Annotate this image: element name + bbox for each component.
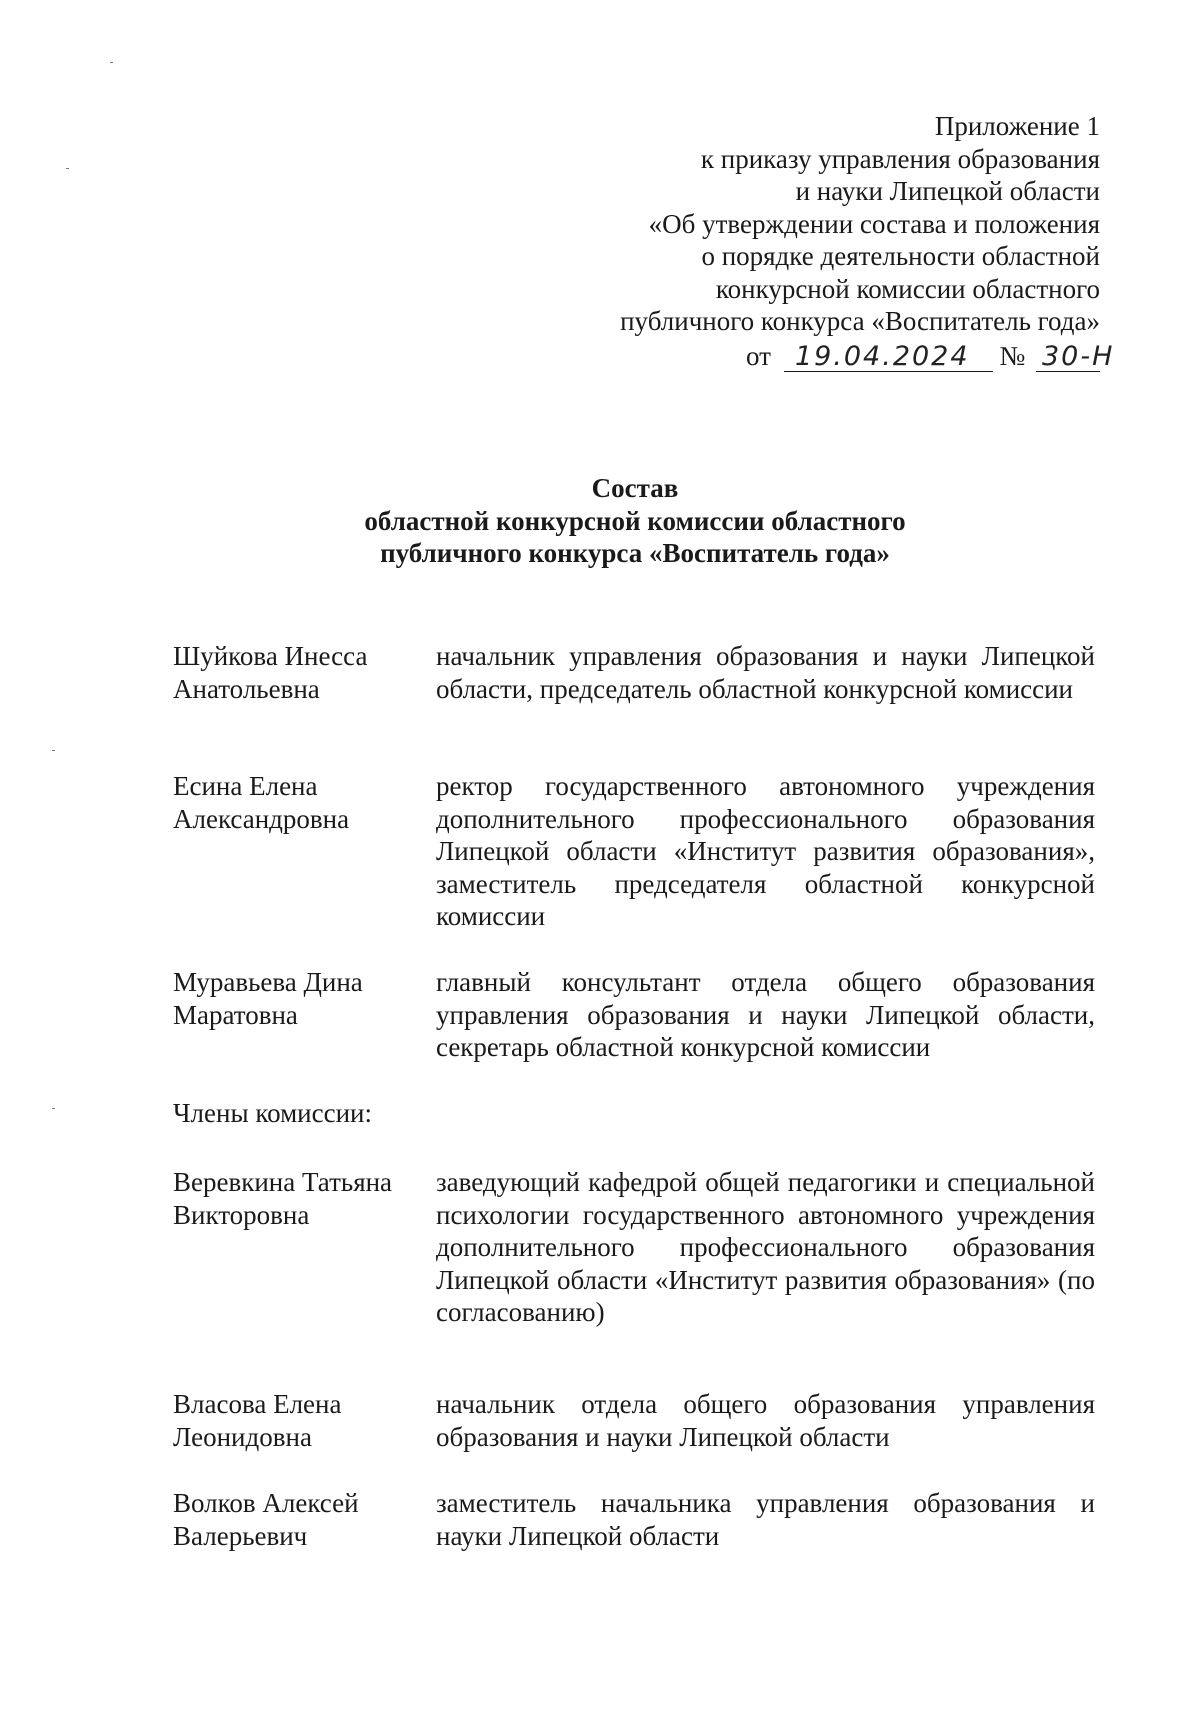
title-line: Состав	[591, 473, 679, 503]
header-line: «Об утверждении состава и положения	[648, 208, 1100, 239]
member-name: Шуйкова Инесса Анатольевна	[173, 641, 368, 704]
member-position: заместитель начальника управления образования и науки Липецкой области	[436, 1488, 1095, 1551]
member-name: Есина Елена Александровна	[173, 771, 350, 834]
scan-speck	[66, 168, 69, 169]
header-line: Приложение 1	[934, 111, 1100, 141]
handwritten-number: 30-Н	[1036, 343, 1100, 372]
member-name: Веревкина Татьяна Викторовна	[173, 1167, 393, 1230]
scan-speck	[52, 1108, 55, 1109]
member-name: Муравьева Дина Маратовна	[173, 967, 363, 1030]
header-line: к приказу управления образования	[700, 143, 1100, 174]
member-position: начальник управления образования и науки Липецкой области, председатель областной конкурсной комиссии	[436, 641, 1095, 704]
title-line: публичного конкурса «Воспитатель года»	[380, 538, 890, 568]
member-position: ректор государственного автономного учреждения дополнительного профессионального образования Липецкой области «Институт развития образования», заместитель председателя областной конкурсной комиссии	[436, 771, 1095, 931]
member-name: Волков Алексей Валерьевич	[173, 1488, 359, 1551]
title-line: областной конкурсной комиссии областного	[364, 505, 906, 536]
scan-speck	[52, 750, 55, 751]
header-line: конкурсной комиссии областного	[715, 273, 1100, 304]
date-prefix: от	[746, 340, 771, 371]
handwritten-date: 19.04.2024	[784, 343, 993, 372]
header-line: о порядке деятельности областной	[701, 241, 1100, 271]
member-position: заведующий кафедрой общей педагогики и специальной психологии государственного автономного учреждения дополнительного профессионального образования Липецкой области «Институт развития образования» (по согласованию)	[436, 1167, 1095, 1327]
order-date-line	[620, 340, 1115, 373]
member-name: Власова Елена Леонидовна	[173, 1389, 342, 1452]
appendix-header	[620, 110, 1115, 372]
scan-speck	[110, 62, 113, 63]
members-label: Члены комиссии:	[173, 1098, 372, 1128]
member-position: начальник отдела общего образования управления образования и науки Липецкой области	[436, 1389, 1095, 1452]
number-prefix: №	[999, 340, 1026, 371]
header-line: публичного конкурса «Воспитатель года»	[620, 306, 1100, 336]
header-line: и науки Липецкой области	[795, 176, 1100, 206]
member-position: главный консультант отдела общего образования управления образования и науки Липецкой области, секретарь областной конкурсной комиссии	[436, 967, 1095, 1062]
document-title	[0, 472, 1200, 570]
